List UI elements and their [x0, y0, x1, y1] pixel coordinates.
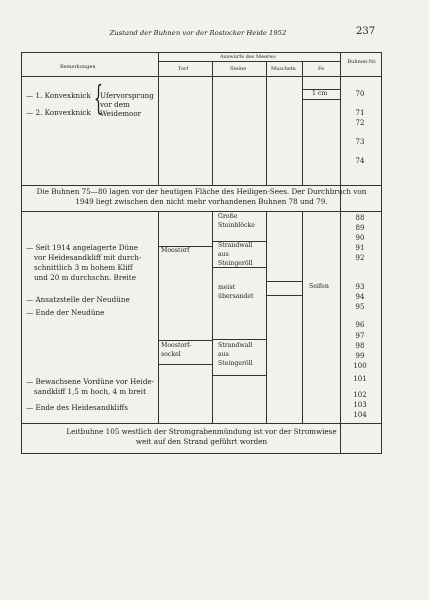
buhne-number: 99	[355, 352, 365, 360]
remark-line: — 1. Konvexknick	[26, 91, 91, 100]
group-header-rule	[158, 61, 340, 62]
muscheln-column-header: Muscheln	[271, 66, 296, 72]
buhne-number: 102	[353, 391, 367, 399]
remark-line: — 2. Konvexknick	[26, 108, 91, 117]
cell-rule	[158, 340, 212, 341]
steine-entry: Steingeröll	[218, 360, 253, 367]
remark-line: sandkliff 1,5 m hoch, 4 m breit	[34, 387, 146, 396]
cell-rule	[266, 295, 302, 296]
buhne-number: 73	[355, 138, 365, 146]
note-line: 1949 liegt zwischen den nicht mehr vorhandenen Buhnen 78 und 79.	[75, 197, 328, 206]
buhne-number: 100	[353, 362, 367, 370]
remark-line: — Seit 1914 angelagerte Düne	[26, 243, 139, 252]
column-rule	[266, 61, 267, 185]
column-rule	[266, 211, 267, 423]
brace-mark: {	[94, 80, 103, 119]
buhne-number: 94	[355, 293, 365, 301]
remark-line: Ufervorsprung	[100, 91, 154, 100]
remark-line: — Ende der Neudüne	[26, 308, 105, 317]
remark-line: Weidemoor	[100, 109, 142, 118]
running-header: Zustand der Buhnen vor der Rostocker Heide 1952	[109, 29, 287, 37]
buhne-number: 101	[353, 375, 367, 383]
column-rule	[212, 61, 213, 185]
buhnen-nr-column-header: Buhnen-Nr.	[347, 59, 377, 65]
remark-line: vor Heidesandkliff mit durch-	[34, 253, 142, 262]
steine-entry: übersandet	[218, 293, 254, 300]
fe-column-header: Fe	[318, 66, 325, 72]
steine-column-header: Steine	[230, 66, 247, 72]
buhne-number: 103	[353, 401, 367, 409]
buhne-number: 91	[355, 244, 365, 252]
buhne-number: 92	[355, 254, 365, 262]
steine-entry: Steingeröll	[218, 260, 253, 267]
torf-entry: Moostorf	[161, 247, 190, 254]
steine-entry: Strandwall	[218, 342, 253, 349]
torf-column-header: Torf	[178, 66, 189, 72]
buhne-number: 90	[355, 234, 365, 242]
cell-rule	[212, 339, 266, 340]
buhne-number: 88	[355, 214, 365, 222]
torf-entry: Moostorf-	[161, 342, 192, 349]
group-column-header: Auswürfe des Meeres:	[220, 54, 277, 60]
note-line: weit auf den Strand geführt worden	[135, 437, 268, 446]
steine-entry: Strandwall	[218, 242, 253, 249]
steine-entry: Steinblöcke	[218, 222, 255, 229]
cell-rule	[158, 364, 212, 365]
steine-entry: meist	[218, 284, 236, 291]
note-line: Die Buhnen 75—80 lagen vor der heutigen Fläche des Heiligen-Sees. Der Durchbruch von	[36, 187, 367, 196]
section-rule	[22, 211, 381, 212]
buhne-number: 70	[355, 90, 365, 98]
column-rule	[302, 61, 303, 185]
buhne-number: 95	[355, 303, 365, 311]
steine-entry: aus	[218, 351, 229, 358]
buhne-number: 72	[355, 119, 365, 127]
fe-value: Seifen	[309, 283, 329, 290]
steine-entry: aus	[218, 251, 229, 258]
note-line: Leitbuhne 105 westlich der Stromgrabenmündung ist vor der Stromwiese	[66, 427, 337, 436]
page-number: 237	[356, 26, 376, 37]
fe-value: 1 cm	[312, 90, 328, 97]
remark-line: und 20 m durchschn. Breite	[34, 273, 136, 282]
section-rule	[22, 185, 381, 186]
torf-entry: sockel	[161, 351, 181, 358]
data-table	[21, 52, 382, 454]
column-rule	[158, 211, 159, 423]
buhne-number: 97	[355, 332, 365, 340]
buhne-number: 89	[355, 224, 365, 232]
remark-line: — Bewachsene Vordüne vor Heide-	[26, 377, 155, 386]
buhne-number: 98	[355, 342, 365, 350]
buhne-number: 96	[355, 321, 365, 329]
cell-rule	[302, 99, 340, 100]
cell-rule	[266, 281, 302, 282]
remark-line: — Ansatzstelle der Neudüne	[26, 295, 130, 304]
buhnen-column-rule	[340, 53, 341, 453]
buhne-number: 74	[355, 157, 365, 165]
column-rule	[158, 53, 159, 185]
remark-line: — Ende des Heidesandkliffs	[26, 403, 128, 412]
cell-rule	[212, 375, 266, 376]
section-rule	[22, 423, 381, 424]
buhne-number: 104	[353, 411, 367, 419]
column-rule	[212, 211, 213, 423]
steine-entry: Große	[218, 213, 238, 220]
column-rule	[302, 211, 303, 423]
remarks-column-header: Bemerkungen	[60, 64, 96, 70]
buhne-number: 93	[355, 283, 365, 291]
header-rule	[22, 76, 381, 77]
buhne-number: 71	[355, 109, 365, 117]
remark-line: vor dem	[100, 100, 130, 109]
remark-line: schnittlich 3 m hohem Kliff	[34, 263, 133, 272]
